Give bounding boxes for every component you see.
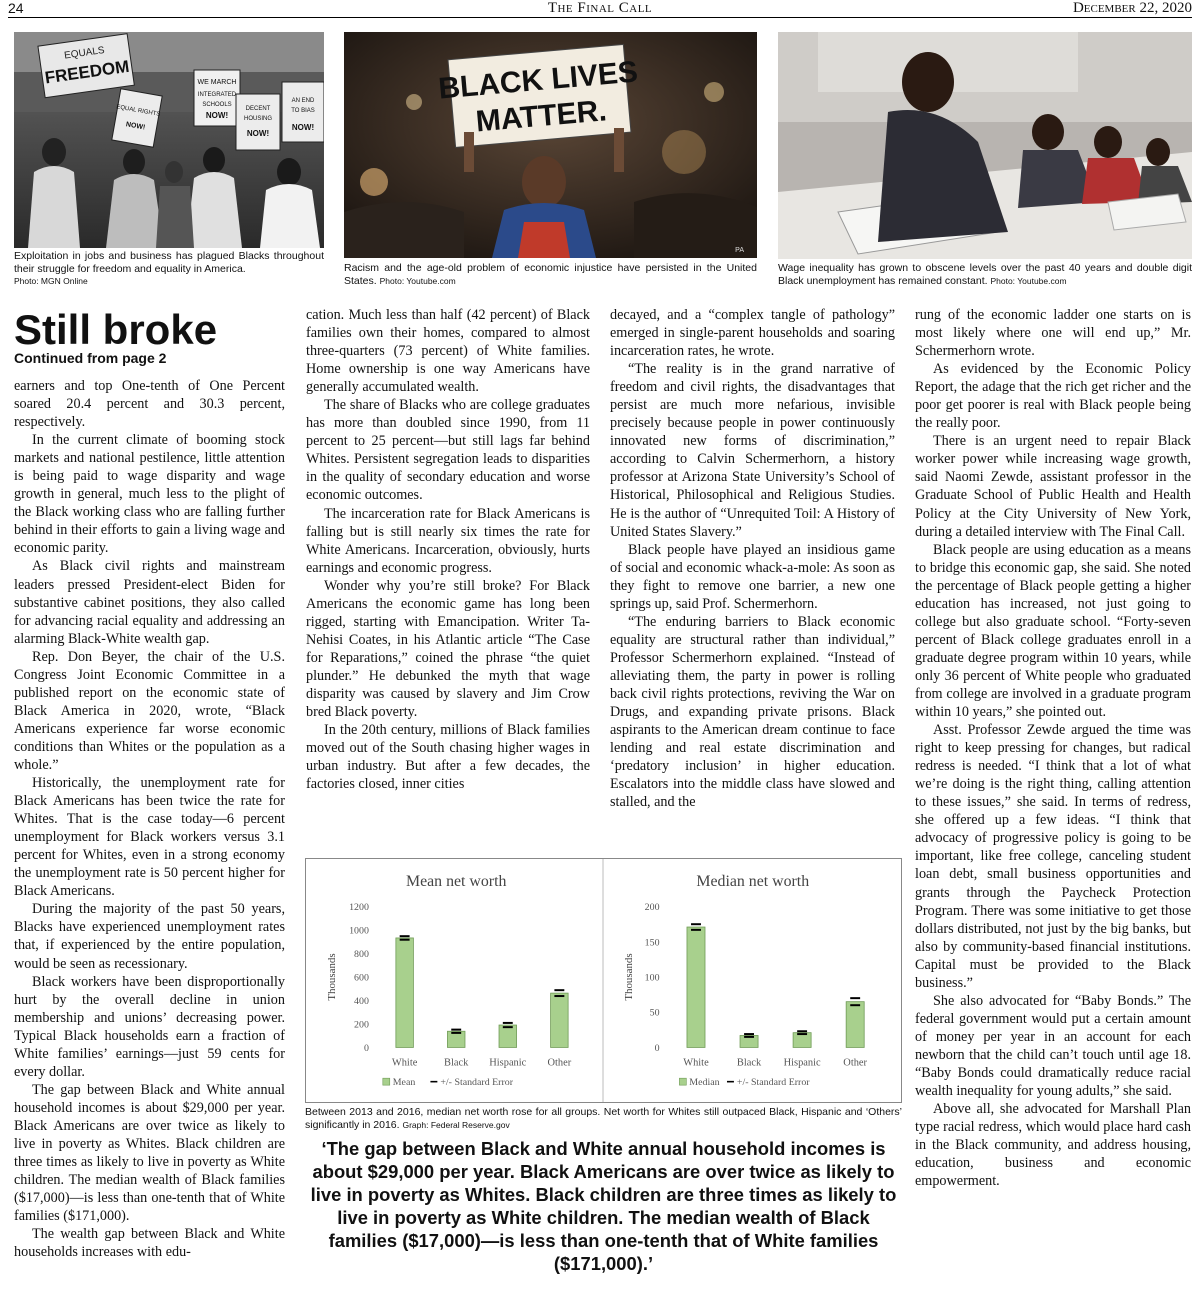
chart-bar-hispanic <box>499 1025 517 1047</box>
chart-x-tick-label: Other <box>843 1057 868 1069</box>
job-fair-photo-caption: Wage inequality has grown to obscene levels over the past 40 years and double digit Black unemployment has remained constant. Photo: Youtube.com <box>778 262 1192 287</box>
chart-credit: Graph: Federal Reserve.gov <box>402 1119 510 1130</box>
svg-text:AN END: AN END <box>291 98 315 104</box>
svg-text:EQUALS: EQUALS <box>63 44 106 62</box>
svg-text:NOW!: NOW! <box>246 129 270 138</box>
chart-y-tick-label: 0 <box>654 1042 660 1054</box>
march-photo <box>14 32 324 248</box>
article-paragraph: There is an urgent need to repair Black worker power while increasing wage growth, said Naomi Zewde, assistant professor in the Graduate School of Public Health and Health Policy at the City University of New York, during a detailed interview with The Final Call. <box>915 433 1191 540</box>
chart-x-tick-label: Other <box>547 1057 572 1069</box>
photo-credit: Photo: Youtube.com <box>990 275 1067 286</box>
issue-date: December 22, 2020 <box>1072 0 1192 16</box>
chart-x-tick-label: White <box>683 1057 709 1069</box>
article-paragraph: During the majority of the past 50 years, Blacks have experienced unemployment rates that, if experienced by the entire population, would be seen as recessionary. <box>14 901 285 972</box>
article-paragraph: The gap between Black and White annual household incomes is about $29,000 per year. Black Americans are over twice as likely to live in poverty as Whites. Black children are three times as likely to live in poverty as White children. The median wealth of Black families ($17,000)—is less than one-tenth that of White families ($171,000). <box>14 1081 285 1225</box>
article-column-3 <box>610 306 895 811</box>
chart-x-tick-label: Black <box>736 1057 762 1069</box>
article-paragraph: In the 20th century, millions of Black families moved out of the South chasing higher wages in urban industry. But after a few decades, the factories closed, inner cities <box>306 722 590 793</box>
svg-text:WE MARCH: WE MARCH <box>197 79 237 86</box>
masthead: The Final Call <box>547 0 653 16</box>
article-column-1 <box>14 377 285 1261</box>
net-worth-charts-svg <box>306 859 901 1102</box>
article-paragraph: The incarceration rate for Black Americans is falling but is still nearly six times the rate for White Americans. Incarceration, obviously, hurts earnings and economic progress. <box>306 505 590 576</box>
svg-text:DECENT: DECENT <box>245 106 271 112</box>
chart-y-tick-label: 800 <box>354 949 369 961</box>
svg-text:HOUSING: HOUSING <box>243 116 273 122</box>
article-headline: Still broke <box>14 306 218 353</box>
chart-bar-other <box>846 1002 864 1048</box>
chart-bar-white <box>687 927 705 1047</box>
chart-y-axis-label: Thousands <box>326 953 339 1001</box>
article-paragraph: As Black civil rights and mainstream leaders pressed President-elect Biden for substantive cabinet positions, they also called for advancing racial equality and addressing an alarming Black-White wealth gap. <box>14 558 285 647</box>
article-paragraph: Rep. Don Beyer, the chair of the U.S. Congress Joint Economic Committee in a published report on the economic state of Black America in 2020, wrote, “Black Americans experience far worse economic conditions than Whites or the population as a whole.” <box>14 648 285 773</box>
chart-y-tick-label: 600 <box>354 972 369 984</box>
photo-credit: Photo: Youtube.com <box>379 275 456 286</box>
svg-text:FREEDOM: FREEDOM <box>43 56 131 88</box>
svg-text:EQUAL RIGHTS: EQUAL RIGHTS <box>115 104 161 118</box>
article-column-4 <box>915 306 1191 1190</box>
chart-y-tick-label: 0 <box>363 1042 369 1054</box>
chart-y-tick-label: 1200 <box>349 902 369 914</box>
article-paragraph: In the current climate of booming stock markets and national pestilence, little attention is being paid to wage disparity and wage growth in general, much less to the plight of the Black working class who are falling further behind in their efforts to gain a living wage and economic parity. <box>14 432 285 557</box>
article-paragraph: She also advocated for “Baby Bonds.” The federal government would put a certain amount of money per year in an account for each newborn that the child can’t touch until age 18. “Baby Bonds could dramatically reduce racial wealth inequality for young adults,” she said. <box>915 992 1191 1100</box>
chart-x-tick-label: Black <box>444 1057 469 1069</box>
legend-label: +/- Standard Error <box>440 1077 514 1089</box>
chart-x-tick-label: Hispanic <box>783 1057 821 1069</box>
legend-swatch-mean <box>383 1078 390 1085</box>
article-paragraph: rung of the economic ladder one starts on is most likely where one will end up,” Mr. Schermerhorn wrote. <box>915 307 1191 360</box>
article-paragraph: Above all, she advocated for Marshall Plan type racial redress, which would place hard cash in the Black community, and address housing, education, business and economic empowerment. <box>915 1101 1191 1190</box>
legend-label: +/- Standard Error <box>736 1077 810 1089</box>
article-paragraph: earners and top One-tenth of One Percent soared 20.4 percent and 30.3 percent, respectively. <box>14 378 285 431</box>
continued-from-label: Continued from page 2 <box>14 350 167 366</box>
chart-y-tick-label: 1000 <box>349 925 369 937</box>
march-photo-caption: Exploitation in jobs and business has plagued Blacks throughout their struggle for freedom and equality in America. Photo: MGN Online <box>14 250 324 286</box>
svg-text:NOW!: NOW! <box>205 111 229 120</box>
chart-bar-other <box>551 993 569 1047</box>
svg-text:TO BIAS: TO BIAS <box>291 108 315 114</box>
chart-title: Median net worth <box>696 872 810 890</box>
chart-y-axis-label: Thousands <box>622 953 635 1001</box>
protest-photo-caption: Racism and the age-old problem of economic injustice have persisted in the United States. Photo: Youtube.com <box>344 262 757 287</box>
legend-swatch-mean <box>679 1078 686 1085</box>
chart-title: Mean net worth <box>406 872 507 890</box>
article-paragraph: The wealth gap between Black and White households increases with edu- <box>14 1226 285 1261</box>
job-fair-photo <box>778 32 1192 259</box>
article-column-2 <box>306 306 590 793</box>
protest-sign-text: BLACK LIVES <box>437 55 640 106</box>
page-number: 24 <box>8 0 24 16</box>
chart-y-tick-label: 100 <box>644 972 660 984</box>
chart-x-tick-label: White <box>391 1057 418 1069</box>
page-header <box>8 0 1192 18</box>
chart-y-tick-label: 200 <box>354 1019 369 1031</box>
chart-y-tick-label: 400 <box>354 995 369 1007</box>
svg-text:INTEGRATED: INTEGRATED <box>197 92 237 98</box>
article-paragraph: Asst. Professor Zewde argued the time was right to keep pressing for changes, but radical redress is needed. “I think that a lot of what we’re doing is the right thing, calling attention to these issues,” she said. In terms of redress, she offered up a few ideas. “I think that advocacy of progressive policy is going to be important, like free college, canceling student loan debt, small business opportunities and grants through the Paycheck Protection Program. There was some initiative to get those dollars distributed, not just by the big banks, but also by community-based financial institutions. Capital must be provided to the Black business.” <box>915 722 1191 991</box>
svg-text:PA: PA <box>735 247 744 254</box>
protest-photo <box>344 32 757 258</box>
chart-caption: Between 2013 and 2016, median net worth rose for all groups. Net worth for Whites still outpaced Black, Hispanic and ‘Others’ significantly in 2016. Graph: Federal Reserve.gov <box>305 1106 902 1131</box>
chart-y-tick-label: 200 <box>644 902 660 914</box>
chart-y-tick-label: 150 <box>644 937 660 949</box>
svg-text:NOW!: NOW! <box>125 121 146 132</box>
chart-y-tick-label: 50 <box>649 1007 660 1019</box>
article-paragraph: The share of Blacks who are college graduates has more than doubled since 1990, from 11 percent to 25 percent—but still lags far behind Whites. Persistent segregation leads to disparities in the quality of secondary education and worse economic outcomes. <box>306 397 590 504</box>
article-paragraph: Black workers have been disproportionally hurt by the overall decline in union membership and unions’ decreasing power. Typical Black households earn a fraction of White families’ earnings—just 59 cents for every dollar. <box>14 973 285 1080</box>
article-paragraph: cation. Much less than half (42 percent) of Black families own their homes, compared to almost three-quarters (73 percent) of White families. Home ownership is one way Americans have generally accumulated wealth. <box>306 307 590 396</box>
article-paragraph: Black people have played an insidious game of social and economic whack-a-mole: As soon as they fight to remove one barrier, a new one springs up, said Prof. Schermerhorn. <box>610 541 895 612</box>
net-worth-charts <box>305 858 902 1103</box>
photo-credit: Photo: MGN Online <box>14 276 88 286</box>
legend-label: Mean <box>392 1077 416 1089</box>
article-paragraph: decayed, and a “complex tangle of pathology” emerged in single-parent households and soaring incarceration rates, he wrote. <box>610 307 895 360</box>
svg-text:NOW!: NOW! <box>291 123 315 132</box>
svg-text:SCHOOLS: SCHOOLS <box>202 102 232 108</box>
article-paragraph: “The reality is in the grand narrative of freedom and civil rights, the disadvantages that persist are much more nefarious, invisible precisely because people in power continuously innovated new forms of discrimination,” according to Calvin Schermerhorn, a history professor at Arizona State University’s School of Historical, Philosophical and Religious Studies. He is the author of “Unrequited Toil: A History of United States Slavery.” <box>610 361 895 540</box>
article-paragraph: Historically, the unemployment rate for Black Americans has been twice the rate for Whites. That is the case today—6 percent unemployment for Black workers versus 3.1 percent for Whites, even in a strong economy the unemployment rate is 50 percent higher for Black Americans. <box>14 775 285 900</box>
chart-bar-white <box>396 938 414 1048</box>
chart-x-tick-label: Hispanic <box>489 1057 527 1069</box>
article-paragraph: Black people are using education as a means to bridge this economic gap, she said. She noted the percentage of Black people getting a higher education has increased, not just going to college but also graduate school. “Forty-seven percent of Black college graduates enroll in a graduate degree program within 10 years, while only 36 percent of White people who graduated from college are involved in a graduate program within 10 years,” she pointed out. <box>915 541 1191 721</box>
pull-quote: ‘The gap between Black and White annual household incomes is about $29,000 per year. Black Americans are over twice as likely to live in poverty as Whites. Black children are three times as likely to live in poverty as White children. The median wealth of Black families ($17,000)—is less than one-tenth that of White families ($171,000).’ <box>310 1138 897 1274</box>
legend-label: Median <box>689 1077 720 1089</box>
svg-text:MATTER.: MATTER. <box>474 94 608 139</box>
article-paragraph: Wonder why you’re still broke? For Black Americans the economic game has long been rigged, starting with Emancipation. Writer Ta-Nehisi Coates, in his Atlantic article “The Case for Reparations,” coined the phrase “the quiet plunder.” He debunked the myth that wage disparity was caused by slavery and Jim Crow bred Black poverty. <box>306 577 590 721</box>
article-paragraph: As evidenced by the Economic Policy Report, the adage that the rich get richer and the poor get poorer is real with Black people being the really poor. <box>915 361 1191 432</box>
article-paragraph: “The enduring barriers to Black economic equality are structural rather than individual,” Professor Schermerhorn explained. “Instead of alleviating them, the party in power is rolling back civil rights protections, reviving the War on Drugs, and expanding private prisons. Black aspirants to the American dream continue to face lending and real estate discrimination and ‘predatory inclusion’ in higher education. Escalators into the middle class have slowed and stalled, and the <box>610 613 895 811</box>
